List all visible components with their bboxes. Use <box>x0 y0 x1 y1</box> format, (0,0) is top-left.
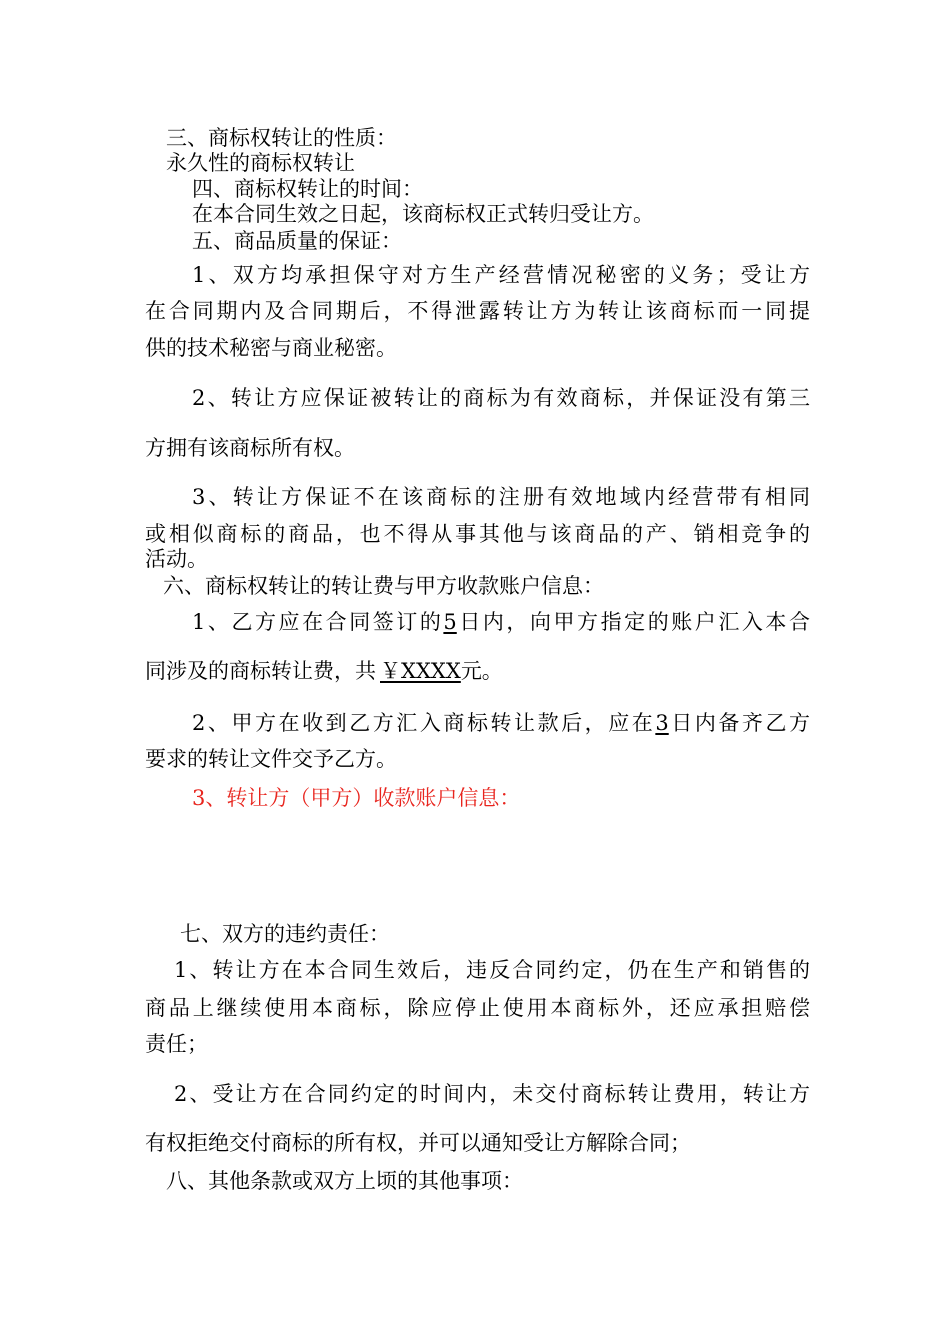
section-5-para-3-line-2: 或相似商标的商品，也不得从事其他与该商品的产、销相竞争的 <box>145 522 810 546</box>
section-6-title: 六、商标权转让的转让费与甲方收款账户信息： <box>163 574 604 598</box>
section-6-para-3-account-info: 3、转让方（甲方）收款账户信息： <box>192 786 521 810</box>
document-delivery-days-field: 3 <box>655 711 669 735</box>
section-6-para-1-line-2 <box>145 658 810 684</box>
section-5-para-2-line-2: 方拥有该商标所有权。 <box>145 436 355 460</box>
section-7-para-1-line-1: 1、转让方在本合同生效后，违反合同约定，仍在生产和销售的 <box>174 958 810 982</box>
section-3-title: 三、商标权转让的性质： <box>166 126 397 150</box>
section-5-title: 五、商品质量的保证： <box>192 229 402 253</box>
s6-p2-text-b: 日内备齐乙方 <box>668 711 811 735</box>
section-4-content: 在本合同生效之日起，该商标权正式转归受让方。 <box>192 202 654 226</box>
section-5-para-3-line-1: 3、转让方保证不在该商标的注册有效地域内经营带有相同 <box>192 485 810 509</box>
section-7-para-2-line-2: 有权拒绝交付商标的所有权，并可以通知受让方解除合同； <box>145 1131 691 1155</box>
payment-days-field: 5 <box>443 610 457 634</box>
section-8-title: 八、其他条款或双方上顷的其他事项： <box>166 1169 523 1193</box>
section-6-para-1-line-1 <box>192 609 810 635</box>
section-7-para-2-line-1: 2、受让方在合同约定的时间内，未交付商标转让费用，转让方 <box>174 1082 810 1106</box>
section-7-para-1-line-3: 责任； <box>145 1032 208 1056</box>
s6-p2-text-a: 2、甲方在收到乙方汇入商标转让款后，应在 <box>192 711 656 735</box>
section-7-title: 七、双方的违约责任： <box>180 922 390 946</box>
s6-p1-text-d: 元。 <box>460 659 503 683</box>
section-3-content: 永久性的商标权转让 <box>166 151 355 175</box>
section-7-para-1-line-2: 商品上继续使用本商标，除应停止使用本商标外，还应承担赔偿 <box>145 996 810 1020</box>
s6-p1-text-a: 1、乙方应在合同签订的 <box>192 610 444 634</box>
transfer-fee-amount: ￥XXXX <box>380 659 461 683</box>
section-5-para-1-line-1: 1、双方均承担保守对方生产经营情况秘密的义务；受让方 <box>192 263 810 287</box>
section-6-para-2-line-1 <box>192 710 810 736</box>
s6-p1-text-b: 日内，向甲方指定的账户汇入本合 <box>456 610 810 634</box>
section-5-para-1-line-3: 供的技术秘密与商业秘密。 <box>145 336 397 360</box>
s6-p1-text-c: 同涉及的商标转让费，共 <box>145 659 376 683</box>
section-5-para-1-line-2: 在合同期内及合同期后，不得泄露转让方为转让该商标而一同提 <box>145 299 810 323</box>
section-5-para-2-line-1: 2、转让方应保证被转让的商标为有效商标，并保证没有第三 <box>192 386 810 410</box>
section-4-title: 四、商标权转让的时间： <box>192 177 423 201</box>
section-6-para-2-line-2: 要求的转让文件交予乙方。 <box>145 747 397 771</box>
section-5-para-3-line-3: 活动。 <box>145 547 208 571</box>
